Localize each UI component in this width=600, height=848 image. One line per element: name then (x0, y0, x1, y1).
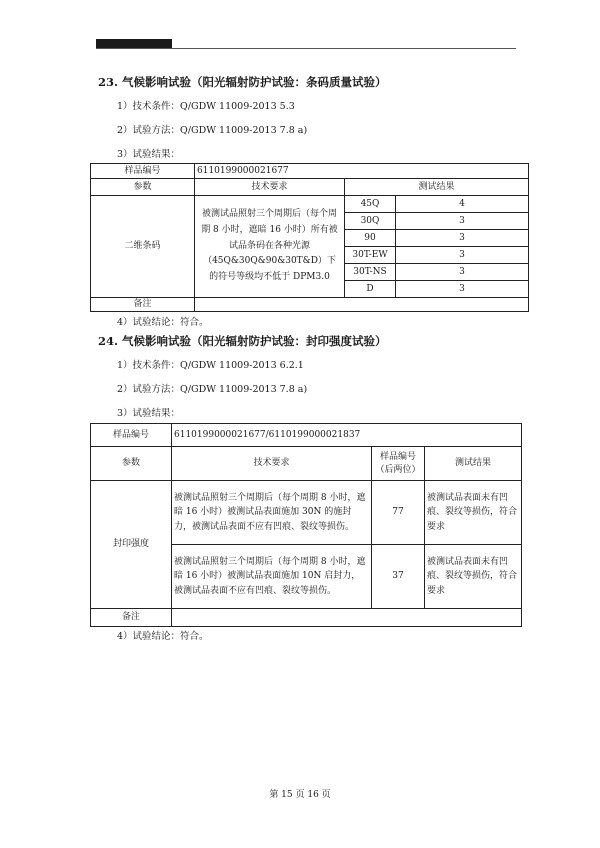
page-footer: 第 15 页 16 页 (269, 790, 331, 800)
header-param: 参数 (91, 179, 195, 196)
sample-number-cell: 37 (372, 545, 425, 609)
header-requirement: 技术要求 (172, 447, 372, 481)
sec23-item-result: 3）试验结果： (117, 149, 181, 160)
grade-value: 3 (396, 247, 529, 264)
result-cell: 被测试品表面未有凹痕、裂纹等损伤，符合要求 (425, 481, 522, 545)
light-source: 90 (345, 230, 396, 247)
sec24-item-spec: 1）技术条件：Q/GDW 11009-2013 6.2.1 (117, 360, 304, 371)
param-cell: 封印强度 (91, 481, 172, 609)
sec24-conclusion: 4）试验结论：符合。 (117, 631, 209, 642)
light-source: 30T-EW (345, 247, 396, 264)
grade-value: 3 (396, 264, 529, 281)
remark-value (195, 298, 529, 312)
light-source: D (345, 281, 396, 298)
grade-value: 3 (396, 281, 529, 298)
requirement-cell: 被测试品照射三个周期后（每个周期 8 小时，遮暗 16 小时）所有被试品条码在各种光源（45Q&30Q&90&30T&D）下的符号等级均不低于 DPM3.0 (195, 196, 345, 298)
grade-value: 4 (396, 196, 529, 213)
header-param: 参数 (91, 447, 172, 481)
grade-value: 3 (396, 213, 529, 230)
sample-value: 6110199000021677/6110199000021837 (172, 424, 522, 447)
light-source: 30Q (345, 213, 396, 230)
param-cell: 二维条码 (91, 196, 195, 298)
light-source: 45Q (345, 196, 396, 213)
remark-label: 备注 (91, 609, 172, 627)
sec24-title: 24. 气候影响试验（阳光辐射防护试验：封印强度试验） (98, 334, 387, 348)
result-cell: 被测试品表面未有凹痕、裂纹等损伤，符合要求 (425, 545, 522, 609)
requirement-cell: 被测试品照射三个周期后（每个周期 8 小时，遮暗 16 小时）被测试品表面施加 10N 启封力，被测试品表面不应有凹痕、裂纹等损伤。 (172, 545, 372, 609)
sec23-table (90, 163, 529, 312)
header-sample-number: 样品编号（后两位） (372, 447, 425, 481)
remark-value (172, 609, 522, 627)
light-source: 30T-NS (345, 264, 396, 281)
requirement-cell: 被测试品照射三个周期后（每个周期 8 小时，遮暗 16 小时）被测试品表面施加 30N 的施封力，被测试品表面不应有凹痕、裂纹等损伤。 (172, 481, 372, 545)
sec23-conclusion: 4）试验结论：符合。 (117, 317, 209, 328)
grade-value: 3 (396, 230, 529, 247)
header-bar (96, 39, 172, 48)
sec24-item-result: 3）试验结果： (117, 408, 181, 419)
header-requirement: 技术要求 (195, 179, 345, 196)
sample-value: 6110199000021677 (195, 164, 529, 179)
remark-label: 备注 (91, 298, 195, 312)
header-result: 测试结果 (345, 179, 529, 196)
sec23-item-spec: 1）技术条件：Q/GDW 11009-2013 5.3 (117, 101, 295, 112)
sample-label: 样品编号 (91, 164, 195, 179)
sec23-title: 23. 气候影响试验（阳光辐射防护试验：条码质量试验） (98, 75, 387, 89)
sec24-table (90, 423, 522, 627)
sec23-item-method: 2）试验方法：Q/GDW 11009-2013 7.8 a) (117, 125, 308, 136)
header-result: 测试结果 (425, 447, 522, 481)
sample-label: 样品编号 (91, 424, 172, 447)
sample-number-cell: 77 (372, 481, 425, 545)
header-rule (96, 48, 516, 49)
sec24-item-method: 2）试验方法：Q/GDW 11009-2013 7.8 a) (117, 384, 308, 395)
